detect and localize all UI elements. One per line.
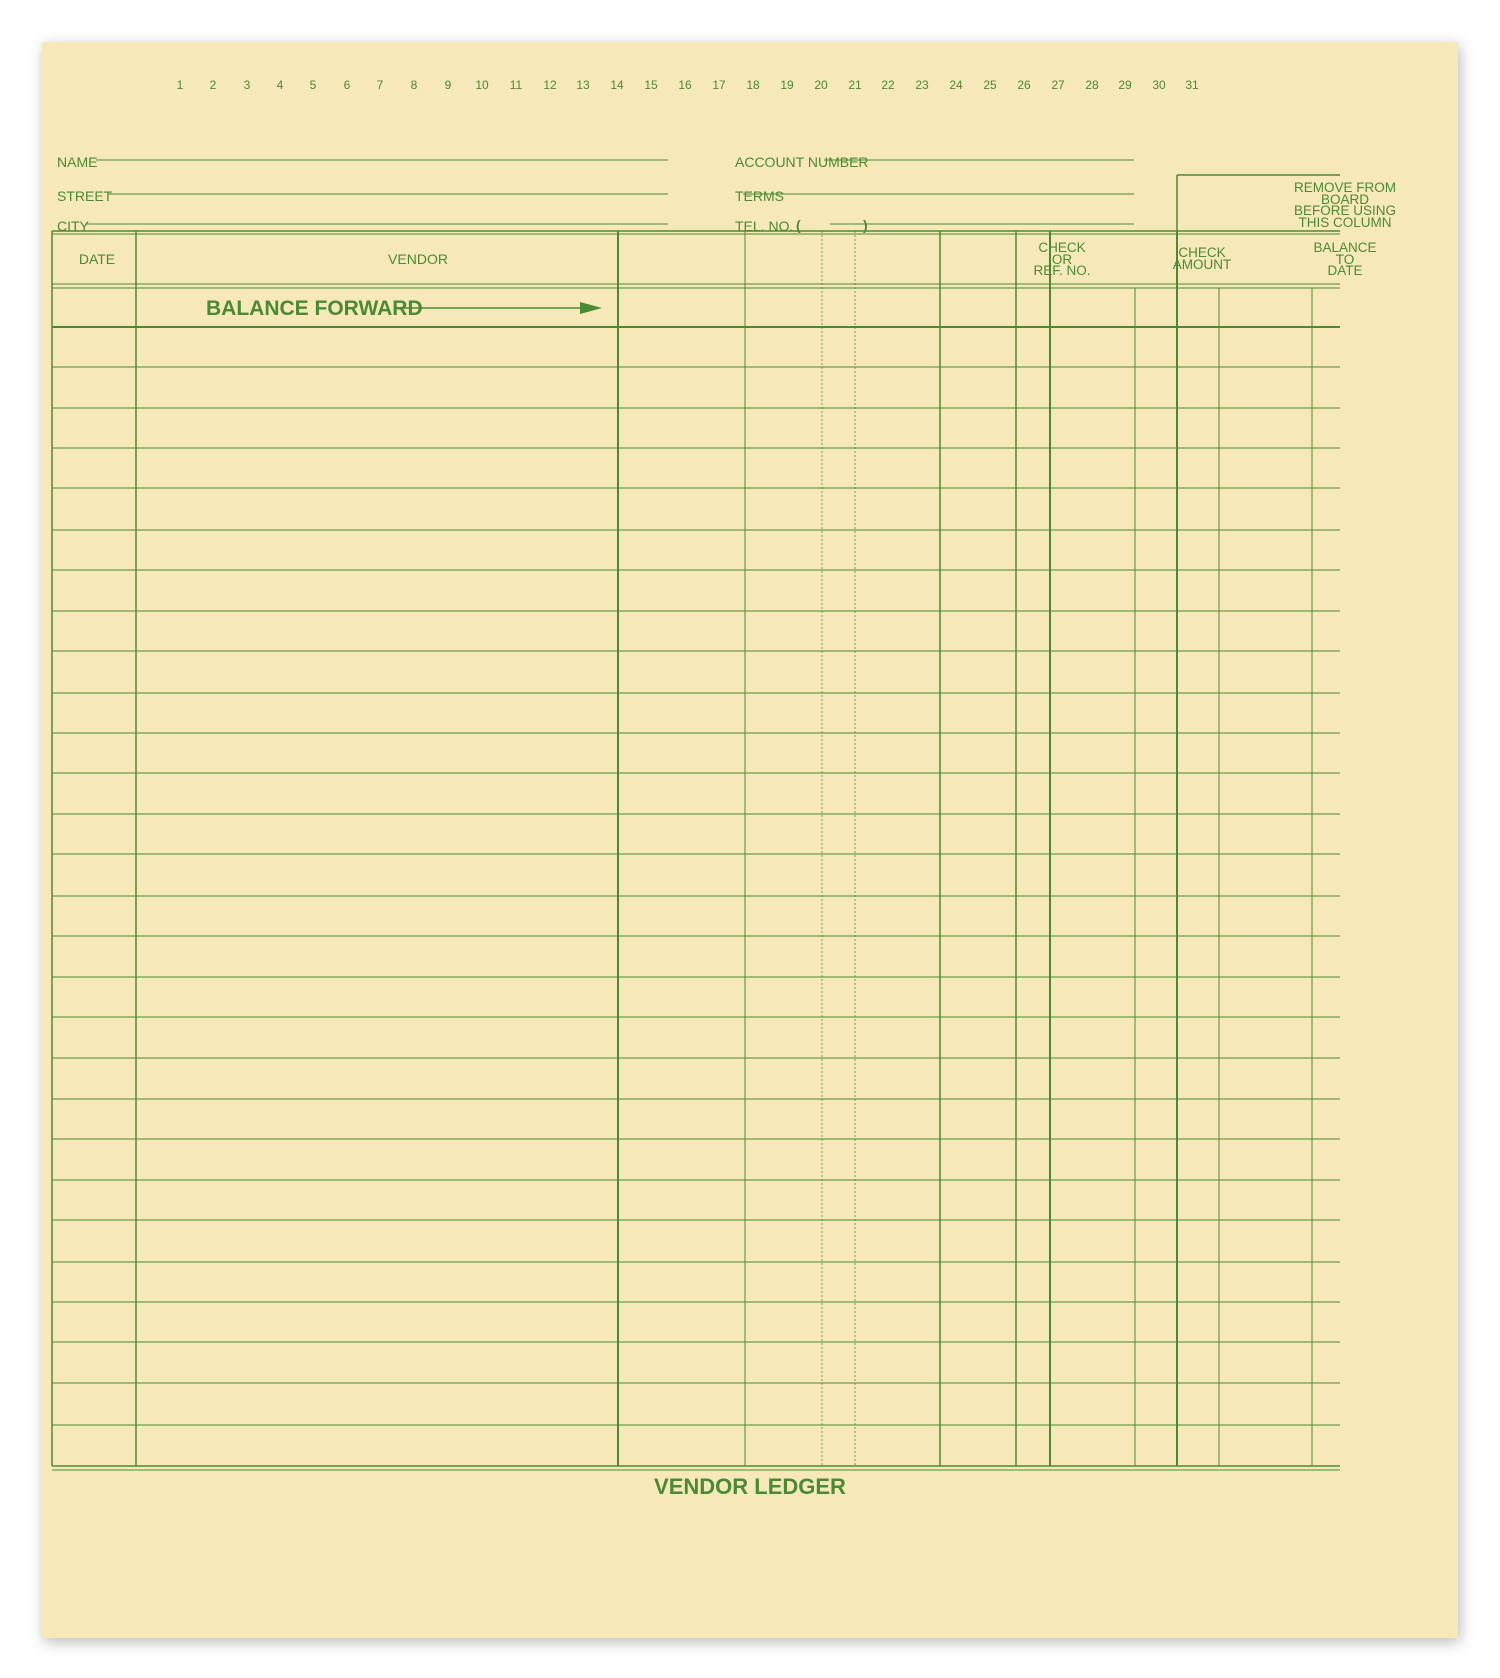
terms-label: TERMS [735,188,784,204]
day-number: 2 [209,78,217,92]
remove-note-line: BEFORE USING [1293,203,1397,219]
day-number: 27 [1051,78,1065,92]
tel-open-paren: ( [796,217,801,233]
day-number: 9 [444,78,452,92]
day-number: 22 [881,78,895,92]
day-number: 7 [376,78,384,92]
balance-line: BALANCE [1313,240,1377,255]
day-number: 19 [780,78,794,92]
day-number: 15 [644,78,658,92]
day-number: 10 [475,78,489,92]
balance-forward-label: BALANCE FORWARD [206,297,423,320]
vendor-ledger-card [42,42,1458,1638]
day-number: 20 [814,78,828,92]
day-number: 17 [712,78,726,92]
day-number: 31 [1185,78,1199,92]
day-number: 16 [678,78,692,92]
tel-close-paren: ) [863,217,868,233]
day-number: 11 [509,78,523,92]
remove-note-line: THIS COLUMN [1298,214,1392,230]
arrow-icon [580,302,602,314]
day-number: 30 [1152,78,1166,92]
day-number: 24 [949,78,963,92]
street-label: STREET [57,188,113,204]
city-label: CITY [57,218,89,234]
check-ref-line: REF. NO. [1033,263,1091,279]
day-number: 21 [848,78,862,92]
day-number: 6 [343,78,351,92]
day-number: 1 [176,78,184,92]
check-amount-line: AMOUNT [1172,256,1232,272]
day-number: 26 [1017,78,1031,92]
ledger-grid [42,42,1458,1638]
day-number: 23 [915,78,929,92]
balance-line: TO [1335,251,1355,267]
balance-line: DATE [1327,263,1363,279]
check-ref-line: OR [1051,251,1073,267]
vendor-ledger-title: VENDOR LEDGER [654,1474,846,1499]
day-number: 4 [276,78,284,92]
name-label: NAME [57,154,98,170]
day-number: 29 [1118,78,1132,92]
day-number: 13 [576,78,590,92]
day-number: 25 [983,78,997,92]
remove-note-line: REMOVE FROM [1293,180,1397,195]
day-number: 28 [1085,78,1099,92]
day-number: 5 [309,78,317,92]
day-number: 18 [746,78,760,92]
account-number-label: ACCOUNT NUMBER [735,154,869,170]
day-number: 3 [243,78,251,92]
tel-no-label: TEL. NO. [735,218,794,234]
check-ref-line: CHECK [1038,240,1086,255]
day-number: 14 [610,78,624,92]
check-amount-line: CHECK [1178,245,1226,260]
day-number: 12 [543,78,557,92]
column-header-vendor: VENDOR [388,251,448,267]
column-header-date: DATE [78,251,116,267]
remove-note-line: BOARD [1320,191,1370,207]
day-number: 8 [410,78,418,92]
